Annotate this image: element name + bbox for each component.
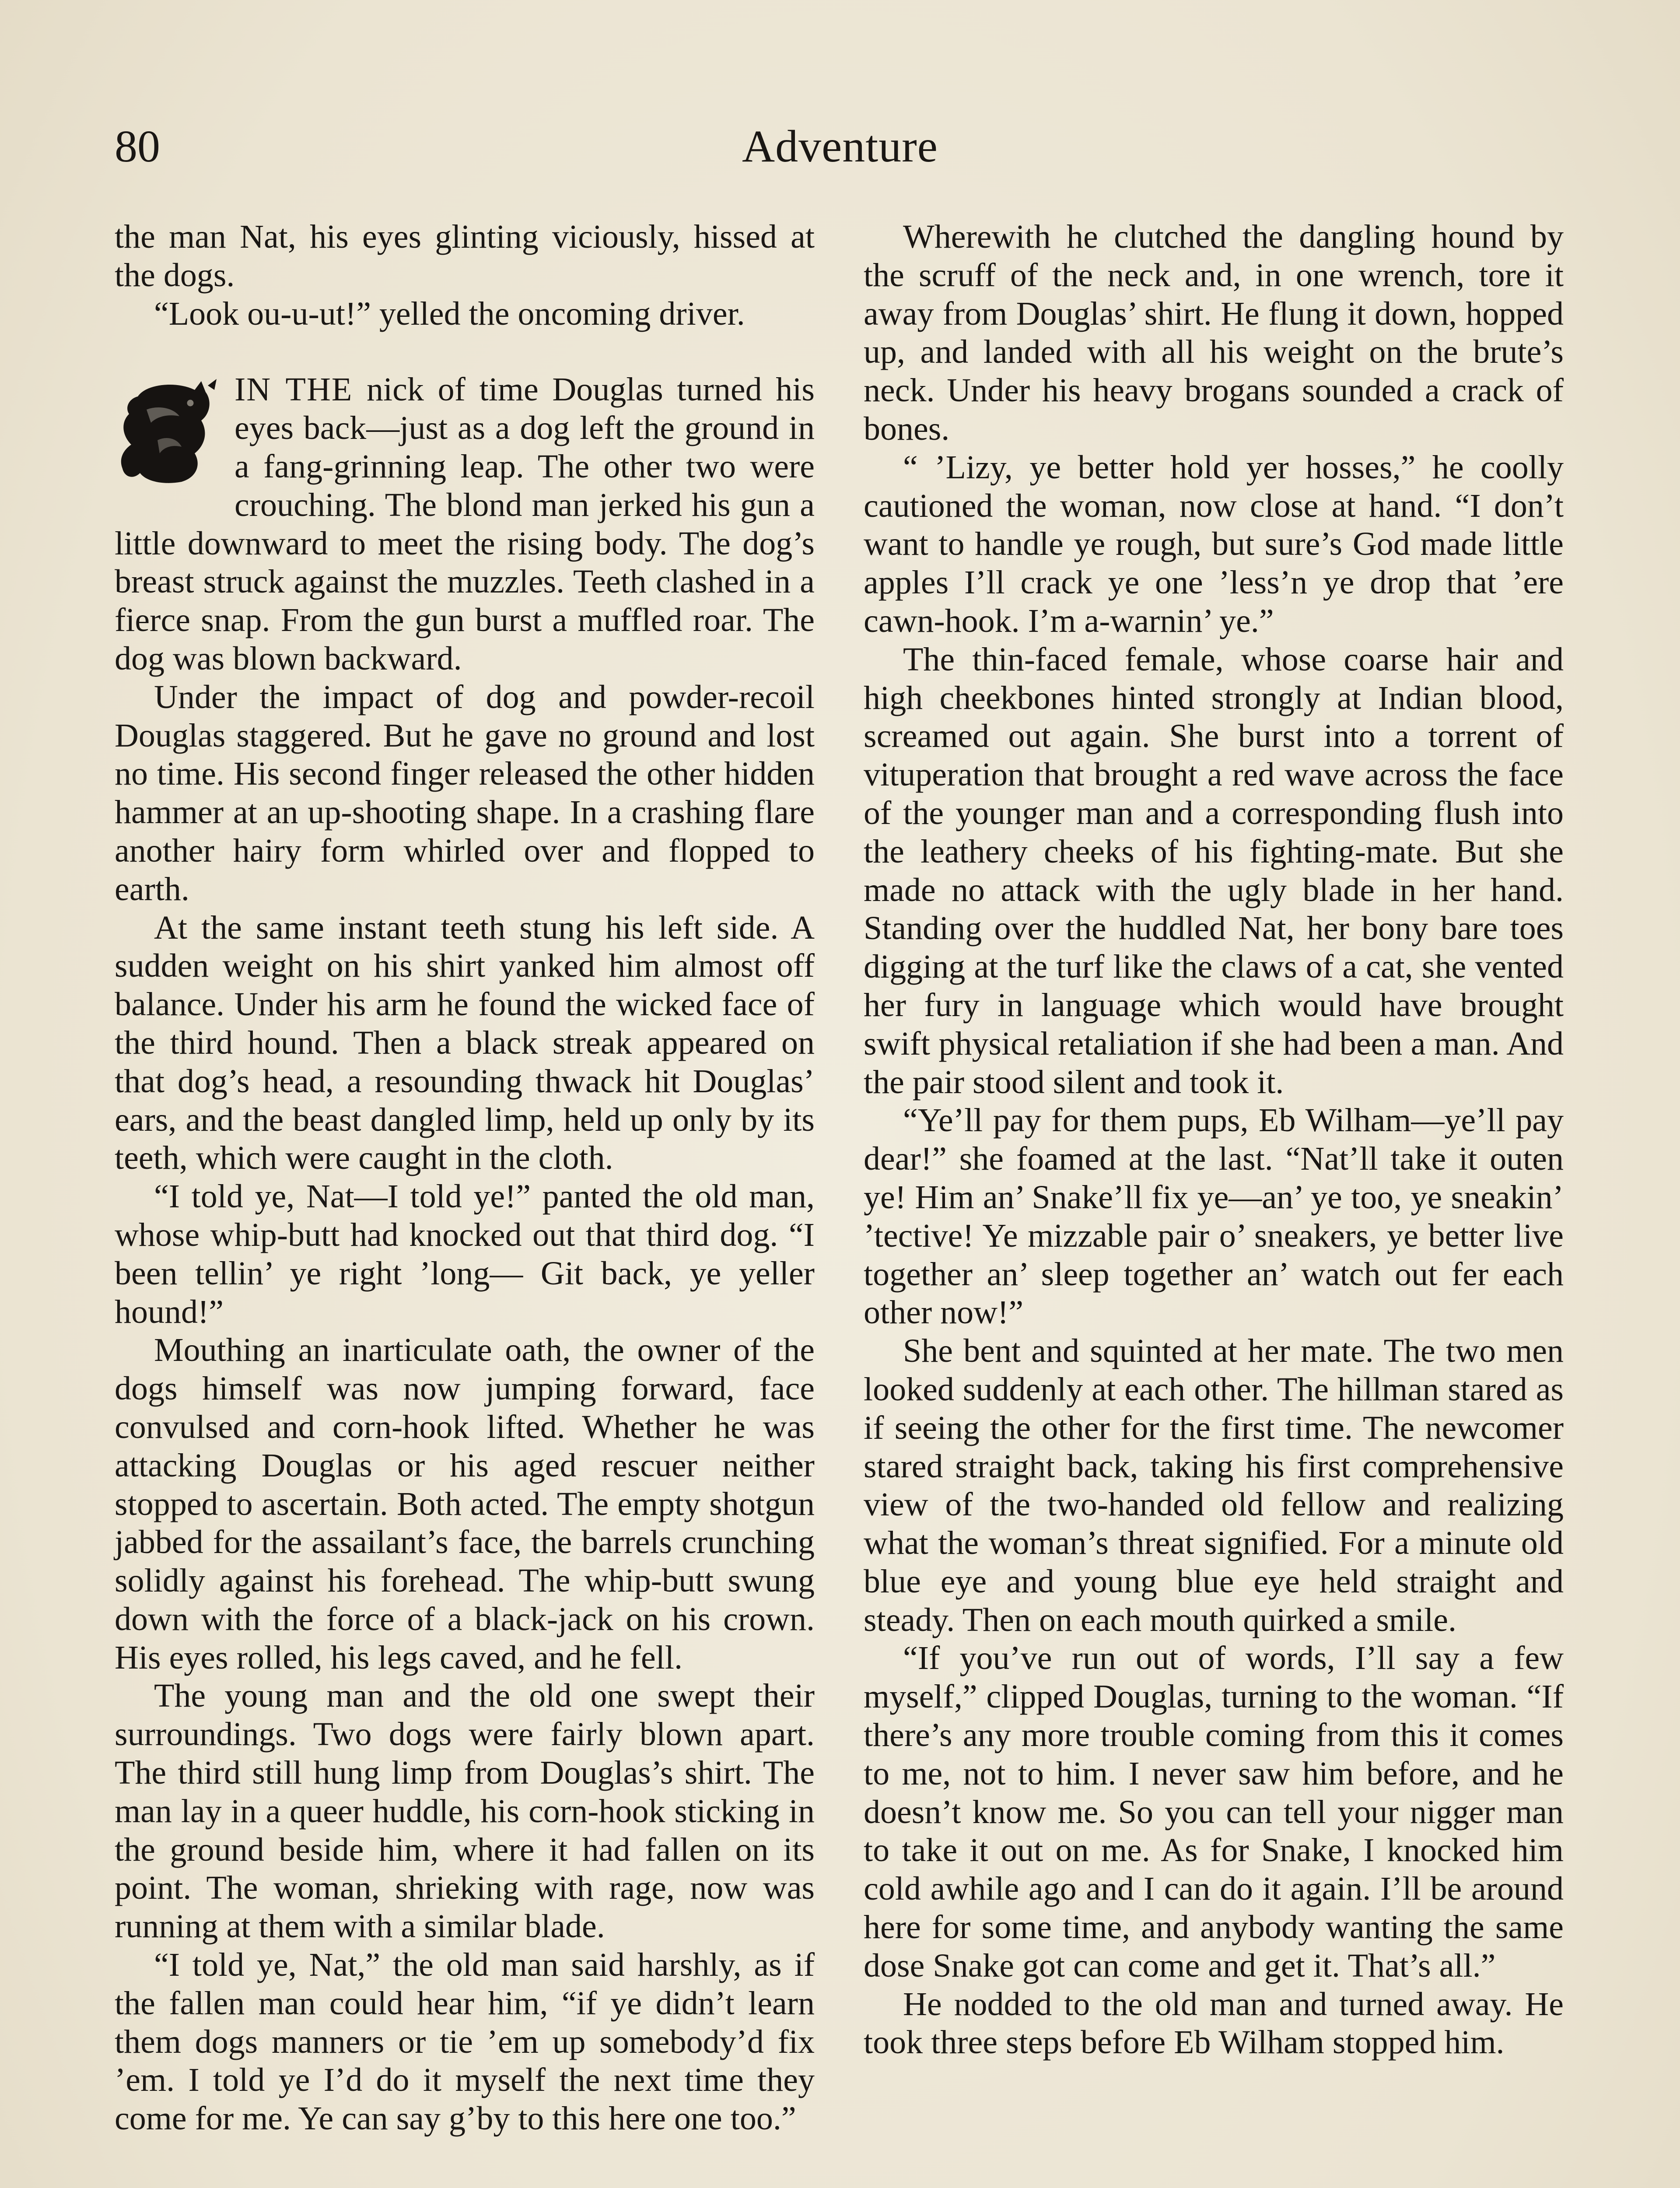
paragraph: Mouthing an inarticulate oath, the owner of the dogs himself was now jumping forward, face convulsed and corn-hook lifted. Whether he was attacking Douglas or his aged rescuer neither stopped to ascertain. Both acted. The empty shotgun jabbed for the assailant’s face, the barrels crunching solidly against his forehead. The whip-butt swung down with the force of a black-jack on his crown. His eyes rolled, his legs caved, and he fell. — [115, 1332, 815, 1676]
paragraph: The thin-faced female, whose coarse hair and high cheekbones hinted strongly at Indian blood, screamed out again. She burst into a torrent of vituperation that brought a red wave across the face of the younger man and a corresponding flush into the leathery cheeks of his fighting-mate. But she made no attack with the ugly blade in her hand. Standing over the huddled Nat, her bony bare toes digging at the turf like the claws of a cat, she vented her fury in language which would have brought swift physical retaliation if she had been a man. And the pair stood silent and took it. — [864, 641, 1564, 1101]
running-title: Adventure — [742, 121, 938, 172]
paragraph: At the same instant teeth stung his left side. A sudden weight on his shirt yanked him almost off balance. Under his arm he found the wicked face of the third hound. Then a black streak appeared on that dog’s head, a resounding thwack hit Douglas’ ears, and the beast dangled limp, held up only by its teeth, which were caught in the cloth. — [115, 909, 815, 1177]
paragraph: “ ’Lizy, ye better hold yer hosses,” he coolly cautioned the woman, now close at hand. “I don’t want to handle ye rough, but sure’s God made little apples I’ll crack ye one ’less’n ye drop that ’ere cawn-hook. I’m a-warnin’ ye.” — [864, 449, 1564, 639]
paragraph: She bent and squinted at her mate. The two men looked suddenly at each other. The hillman stared as if seeing the other for the first time. The newcomer stared straight back, taking his first comprehensive view of the two-handed old fellow and realizing what the woman’s threat signified. For a minute old blue eye and young blue eye held straight and steady. Then on each mouth quirked a smile. — [864, 1332, 1564, 1638]
paragraph: “Ye’ll pay for them pups, Eb Wilham—ye’ll pay dear!” she foamed at the last. “Nat’ll take it outen ye! Him an’ Snake’ll fix ye—an’ ye too, ye sneakin’ ’tective! Ye mizzable pair o’ sneakers, ye better live together an’ sleep together an’ watch out fer each other now!” — [864, 1102, 1564, 1331]
lead-in-text: nick of time Douglas turned his eyes back—just as a dog left the ground in a fang-grinning leap. The other two were crouching. The blond man jerked his gun a little downward to meet the rising body. The dog’s breast struck against the muzzles. Teeth clashed in a fierce snap. From the gun burst a muffled roar. The dog was blown backward. — [115, 371, 815, 677]
lead-in-smallcaps: IN THE — [234, 371, 353, 408]
paragraph: Under the impact of dog and powder-recoil Douglas staggered. But he gave no ground and lost no time. His second finger released the other hidden hammer at an up-shooting shape. In a crashing flare another hairy form whirled over and flopped to earth. — [115, 678, 815, 908]
paragraph: He nodded to the old man and turned away. He took three steps before Eb Wilham stopped him. — [864, 1985, 1564, 2061]
paragraph: Wherewith he clutched the dangling hound by the scruff of the neck and, in one wrench, tore it away from Douglas’ shirt. He flung it down, hopped up, and landed with all his weight on the brute’s neck. Under his heavy brogans sounded a crack of bones. — [864, 218, 1564, 447]
page-header — [115, 118, 1565, 175]
paragraph: “If you’ve run out of words, I’ll say a few myself,” clipped Douglas, turning to the woman. “If there’s any more trouble coming from this it comes to me, not to him. I never saw him before, and he doesn’t know me. So you can tell your nigger man to take it out on me. As for Snake, I knocked him cold awhile ago and I can do it again. I’ll be around here for some time, and anybody wanting the same dose Snake got can come and get it. That’s all.” — [864, 1640, 1564, 1984]
page-number: 80 — [115, 121, 160, 172]
paragraph: “Look ou-u-ut!” yelled the oncoming driver. — [154, 295, 745, 332]
section-opening-paragraph — [115, 371, 815, 678]
right-column — [864, 218, 1564, 2062]
paragraph: “I told ye, Nat,” the old man said harshly, as if the fallen man could hear him, “if ye didn’t learn them dogs manners or tie ’em up somebody’d fix ’em. I told ye I’d do it myself the next time they come for me. Ye can say g’by to this here one too.” — [115, 1946, 815, 2137]
paragraph: the man Nat, his eyes glinting viciously, hissed at the dogs. — [115, 218, 815, 294]
paragraph: The young man and the old one swept their surroundings. Two dogs were fairly blown apart. The third still hung limp from Douglas’s shirt. The man lay in a queer huddle, his corn-hook sticking in the ground beside him, where it had fallen on its point. The woman, shrieking with rage, now was running at them with a similar blade. — [115, 1677, 815, 1945]
ornamental-drop-cap-icon — [114, 375, 223, 488]
paragraph: “I told ye, Nat—I told ye!” panted the old man, whose whip-butt had knocked out that third dog. “I been tellin’ ye right ’long— Git back, ye yeller hound!” — [115, 1178, 815, 1330]
left-column — [115, 218, 815, 2138]
